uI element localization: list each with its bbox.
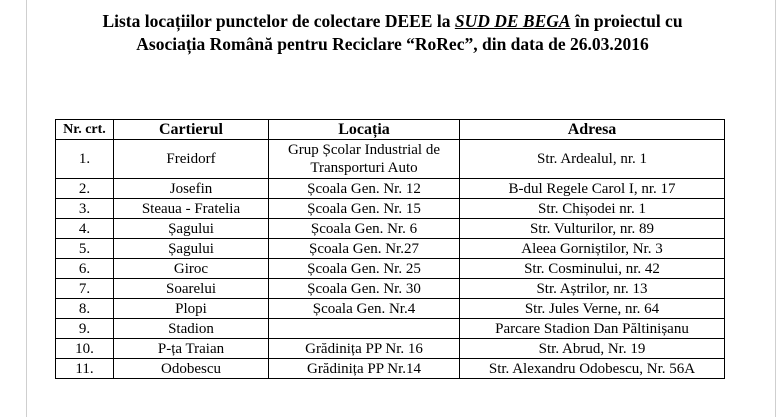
table-row	[56, 339, 725, 359]
cell-nr: 6.	[56, 259, 114, 279]
cell-nr: 2.	[56, 179, 114, 199]
table-row	[56, 259, 725, 279]
cell-cartier: Plopi	[114, 299, 269, 319]
table-row	[56, 359, 725, 379]
cell-locatie: Școala Gen. Nr.27	[269, 239, 460, 259]
title-part-1: Lista locațiilor punctelor de colectare DEEE la	[102, 11, 455, 31]
title-part-2: în proiectul cu	[570, 11, 683, 31]
table-row	[56, 199, 725, 219]
header-nr: Nr. crt.	[56, 120, 114, 140]
cell-locatie: Școala Gen. Nr. 6	[269, 219, 460, 239]
title-emphasis: SUD DE BEGA	[454, 11, 571, 31]
page-edge-left	[26, 0, 27, 417]
table-row	[56, 140, 725, 179]
collection-points-table	[55, 119, 725, 379]
cell-adresa: Aleea Gorniștilor, Nr. 3	[460, 239, 725, 259]
cell-cartier: Soarelui	[114, 279, 269, 299]
header-cartier: Cartierul	[114, 120, 269, 140]
table-row	[56, 179, 725, 199]
cell-locatie: Școala Gen. Nr. 25	[269, 259, 460, 279]
table-row	[56, 279, 725, 299]
title-line-1	[40, 10, 745, 33]
cell-adresa: Str. Aștrilor, nr. 13	[460, 279, 725, 299]
cell-adresa: Str. Abrud, Nr. 19	[460, 339, 725, 359]
cell-locatie: Grădinița PP Nr.14	[269, 359, 460, 379]
cell-nr: 5.	[56, 239, 114, 259]
cell-locatie: Grup Școlar Industrial de Transporturi Auto	[269, 140, 460, 179]
cell-adresa: Str. Ardealul, nr. 1	[460, 140, 725, 179]
cell-adresa: B-dul Regele Carol I, nr. 17	[460, 179, 725, 199]
cell-nr: 3.	[56, 199, 114, 219]
cell-nr: 1.	[56, 140, 114, 179]
cell-nr: 9.	[56, 319, 114, 339]
document-title	[40, 10, 745, 56]
cell-adresa: Str. Cosminului, nr. 42	[460, 259, 725, 279]
cell-nr: 4.	[56, 219, 114, 239]
cell-adresa: Parcare Stadion Dan Păltinișanu	[460, 319, 725, 339]
cell-cartier: Șagului	[114, 239, 269, 259]
cell-locatie: Grădinița PP Nr. 16	[269, 339, 460, 359]
cell-cartier: Josefin	[114, 179, 269, 199]
header-locatie: Locația	[269, 120, 460, 140]
cell-cartier: Odobescu	[114, 359, 269, 379]
table-row	[56, 239, 725, 259]
cell-adresa: Str. Chișodei nr. 1	[460, 199, 725, 219]
cell-nr: 11.	[56, 359, 114, 379]
cell-cartier: Stadion	[114, 319, 269, 339]
cell-nr: 10.	[56, 339, 114, 359]
cell-cartier: Giroc	[114, 259, 269, 279]
header-adresa: Adresa	[460, 120, 725, 140]
table-header-row	[56, 120, 725, 140]
cell-locatie	[269, 319, 460, 339]
cell-cartier: P-ța Traian	[114, 339, 269, 359]
table-row	[56, 219, 725, 239]
cell-nr: 7.	[56, 279, 114, 299]
cell-cartier: Steaua - Fratelia	[114, 199, 269, 219]
table-row	[56, 319, 725, 339]
table-row	[56, 299, 725, 319]
title-line-2: Asociația Română pentru Reciclare “RoRec”, din data de 26.03.2016	[136, 34, 649, 54]
cell-locatie: Școala Gen. Nr.4	[269, 299, 460, 319]
cell-nr: 8.	[56, 299, 114, 319]
page-edge-right	[775, 0, 776, 417]
cell-adresa: Str. Alexandru Odobescu, Nr. 56A	[460, 359, 725, 379]
cell-locatie: Școala Gen. Nr. 12	[269, 179, 460, 199]
cell-cartier: Freidorf	[114, 140, 269, 179]
cell-locatie: Școala Gen. Nr. 30	[269, 279, 460, 299]
cell-adresa: Str. Jules Verne, nr. 64	[460, 299, 725, 319]
cell-locatie: Școala Gen. Nr. 15	[269, 199, 460, 219]
cell-cartier: Șagului	[114, 219, 269, 239]
cell-adresa: Str. Vulturilor, nr. 89	[460, 219, 725, 239]
